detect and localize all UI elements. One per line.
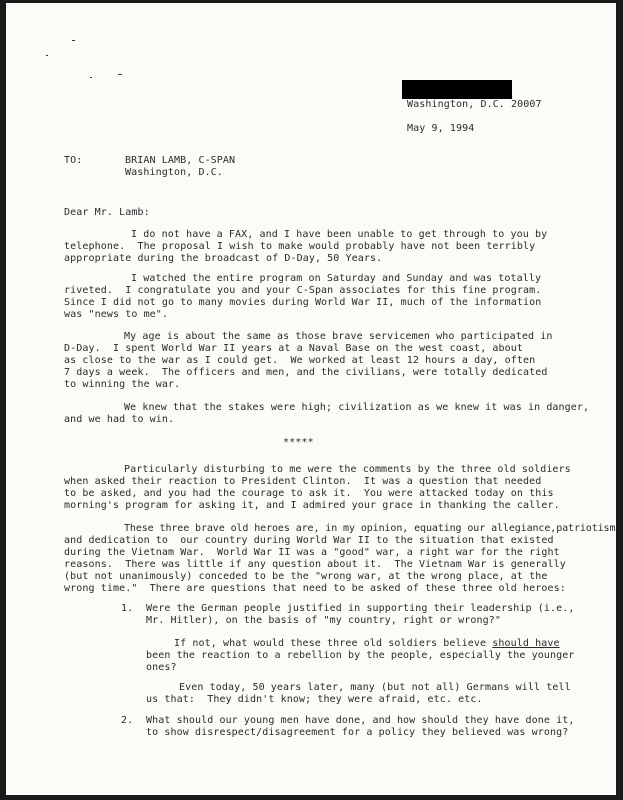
letter-date: May 9, 1994	[407, 123, 475, 134]
sender-city: Washington, D.C. 20007	[407, 99, 542, 110]
para2-line: was "news to me".	[64, 309, 169, 320]
para5-line: when asked their reaction to President Clinton. It was a question that needed	[64, 476, 542, 487]
recipient-location: Washington, D.C.	[125, 167, 223, 178]
para3-line: to winning the war.	[64, 379, 181, 390]
section-separator: *****	[283, 437, 314, 448]
para3-line: as close to the war as I could get. We worked at least 12 hours a day, often	[64, 355, 536, 366]
para4-line: and we had to win.	[64, 414, 175, 425]
para2-line: Since I did not go to many movies during World War II, much of the information	[64, 297, 542, 308]
stray-mark	[90, 77, 92, 78]
para3-line: D-Day. I spent World War II years at a Naval Base on the west coast, about	[64, 343, 524, 354]
para3-line: 7 days a week. The officers and men, and the civilians, were totally dedicated	[64, 367, 548, 378]
para5-line: to be asked, and you had the courage to ask it. You were attacked today on this	[64, 488, 554, 499]
para2-line: riveted. I congratulate you and your C-Span associates for this fine program.	[64, 285, 542, 296]
item1-line: Were the German people justified in supporting their leadership (i.e.,	[146, 603, 575, 614]
item1-number: 1.	[121, 603, 134, 614]
item1-sub-a-line: been the reaction to a rebellion by the people, especially the younger	[146, 650, 575, 661]
para6-line: and dedication to our country during World War II to the situation that existed	[64, 535, 554, 546]
para4-line: We knew that the stakes were high; civilization as we knew it was in danger,	[124, 402, 590, 413]
para5-line: morning's program for asking it, and I admired your grace in thanking the caller.	[64, 500, 560, 511]
para1-line: telephone. The proposal I wish to make would probably have not been terribly	[64, 241, 536, 252]
emphasized-text: should have	[492, 638, 560, 649]
item1-sub-a-line: ones?	[146, 662, 177, 673]
item1-sub-b-line: us that: They didn't know; they were afraid, etc. etc.	[146, 694, 483, 705]
redacted-address	[402, 80, 512, 99]
para2-line: I watched the entire program on Saturday and Sunday and was totally	[131, 273, 542, 284]
item1-sub-a-text: If not, what would these three old soldiers believe	[174, 638, 493, 649]
letter-page	[6, 3, 616, 795]
stray-mark	[118, 74, 122, 75]
para1-line: I do not have a FAX, and I have been unable to get through to you by	[131, 229, 548, 240]
to-label: TO:	[64, 155, 83, 166]
para6-line: reasons. There was little if any question about it. The Vietnam War is generally	[64, 559, 566, 570]
para1-line: appropriate during the broadcast of D-Day, 50 Years.	[64, 253, 383, 264]
stray-mark	[46, 55, 48, 56]
item2-number: 2.	[121, 715, 134, 726]
item1-sub-a-first-line	[174, 638, 560, 650]
stray-mark	[72, 40, 75, 41]
item2-line: What should our young men have done, and how should they have done it,	[146, 715, 575, 726]
para6-line: wrong time." There are questions that need to be asked of these three old heroes:	[64, 583, 566, 594]
para5-line: Particularly disturbing to me were the comments by the three old soldiers	[124, 464, 571, 475]
item1-sub-b-line: Even today, 50 years later, many (but not all) Germans will tell	[179, 682, 571, 693]
para6-line: These three brave old heroes are, in my opinion, equating our allegiance,patriotism	[124, 523, 616, 534]
item1-line: Mr. Hitler), on the basis of "my country, right or wrong?"	[146, 615, 501, 626]
salutation: Dear Mr. Lamb:	[64, 207, 150, 218]
para6-line: during the Vietnam War. World War II was a "good" war, a right war for the right	[64, 547, 560, 558]
para3-line: My age is about the same as those brave servicemen who participated in	[124, 331, 553, 342]
recipient-name: BRIAN LAMB, C-SPAN	[125, 155, 236, 166]
item2-line: to show disrespect/disagreement for a policy they believed was wrong?	[146, 727, 569, 738]
para6-line: (but not unanimously) conceded to be the "wrong war, at the wrong place, at the	[64, 571, 548, 582]
